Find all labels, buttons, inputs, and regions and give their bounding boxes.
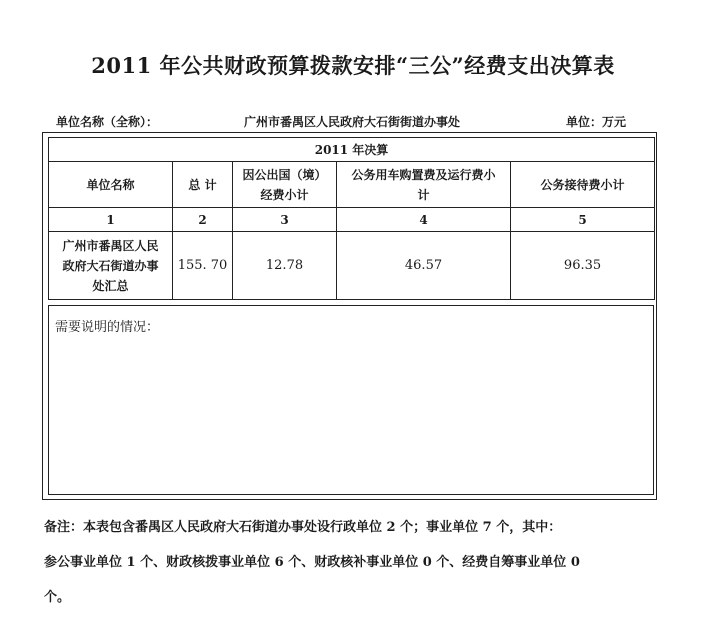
column-header-row (49, 162, 655, 208)
document-title: 2011 年公共财政预算拨款安排“三公”经费支出决算表 (91, 53, 615, 78)
index-cell: 2 (173, 208, 233, 232)
index-cell: 5 (511, 208, 655, 232)
unit-name-label: 单位名称（全称）： (56, 115, 159, 129)
notes-box (48, 305, 654, 495)
header-vehicle (337, 162, 511, 208)
data-unit-line3: 处汇总 (92, 278, 129, 293)
data-vehicle: 46.57 (337, 232, 511, 300)
year-header: 2011 年决算 (49, 138, 655, 162)
header-vehicle-line2: 计 (417, 187, 430, 202)
year-header-row (49, 138, 655, 162)
index-row (49, 208, 655, 232)
header-abroad (233, 162, 337, 208)
header-abroad-line1: 因公出国（境） (242, 167, 327, 182)
measure-unit: 单位：万元 (566, 115, 627, 129)
notes-label: 需要说明的情况： (55, 320, 160, 335)
index-cell: 4 (337, 208, 511, 232)
header-unit-name: 单位名称 (49, 162, 173, 208)
data-unit-line1: 广州市番禺区人民 (62, 238, 159, 253)
data-reception: 96.35 (511, 232, 655, 300)
header-total: 总 计 (173, 162, 233, 208)
index-cell: 1 (49, 208, 173, 232)
header-vehicle-line1: 公务用车购置费及运行费小 (351, 167, 496, 182)
data-unit-line2: 政府大石街道办事 (62, 258, 159, 273)
footnote (44, 510, 684, 615)
budget-table (48, 137, 655, 300)
header-abroad-line2: 经费小计 (260, 187, 309, 202)
data-unit-name (49, 232, 173, 300)
header-reception: 公务接待费小计 (511, 162, 655, 208)
data-abroad: 12.78 (233, 232, 337, 300)
footnote-line2: 参公事业单位 1 个、财政核拨事业单位 6 个、财政核补事业单位 0 个、经费自筹事业单位 0 (44, 555, 580, 570)
footnote-line3: 个。 (44, 590, 71, 605)
index-cell: 3 (233, 208, 337, 232)
data-row (49, 232, 655, 300)
footnote-line1: 备注：本表包含番禺区人民政府大石街道办事处设行政单位 2 个；事业单位 7 个，其中： (44, 520, 562, 535)
data-total: 155. 70 (173, 232, 233, 300)
unit-name-value: 广州市番禺区人民政府大石街街道办事处 (244, 115, 461, 129)
